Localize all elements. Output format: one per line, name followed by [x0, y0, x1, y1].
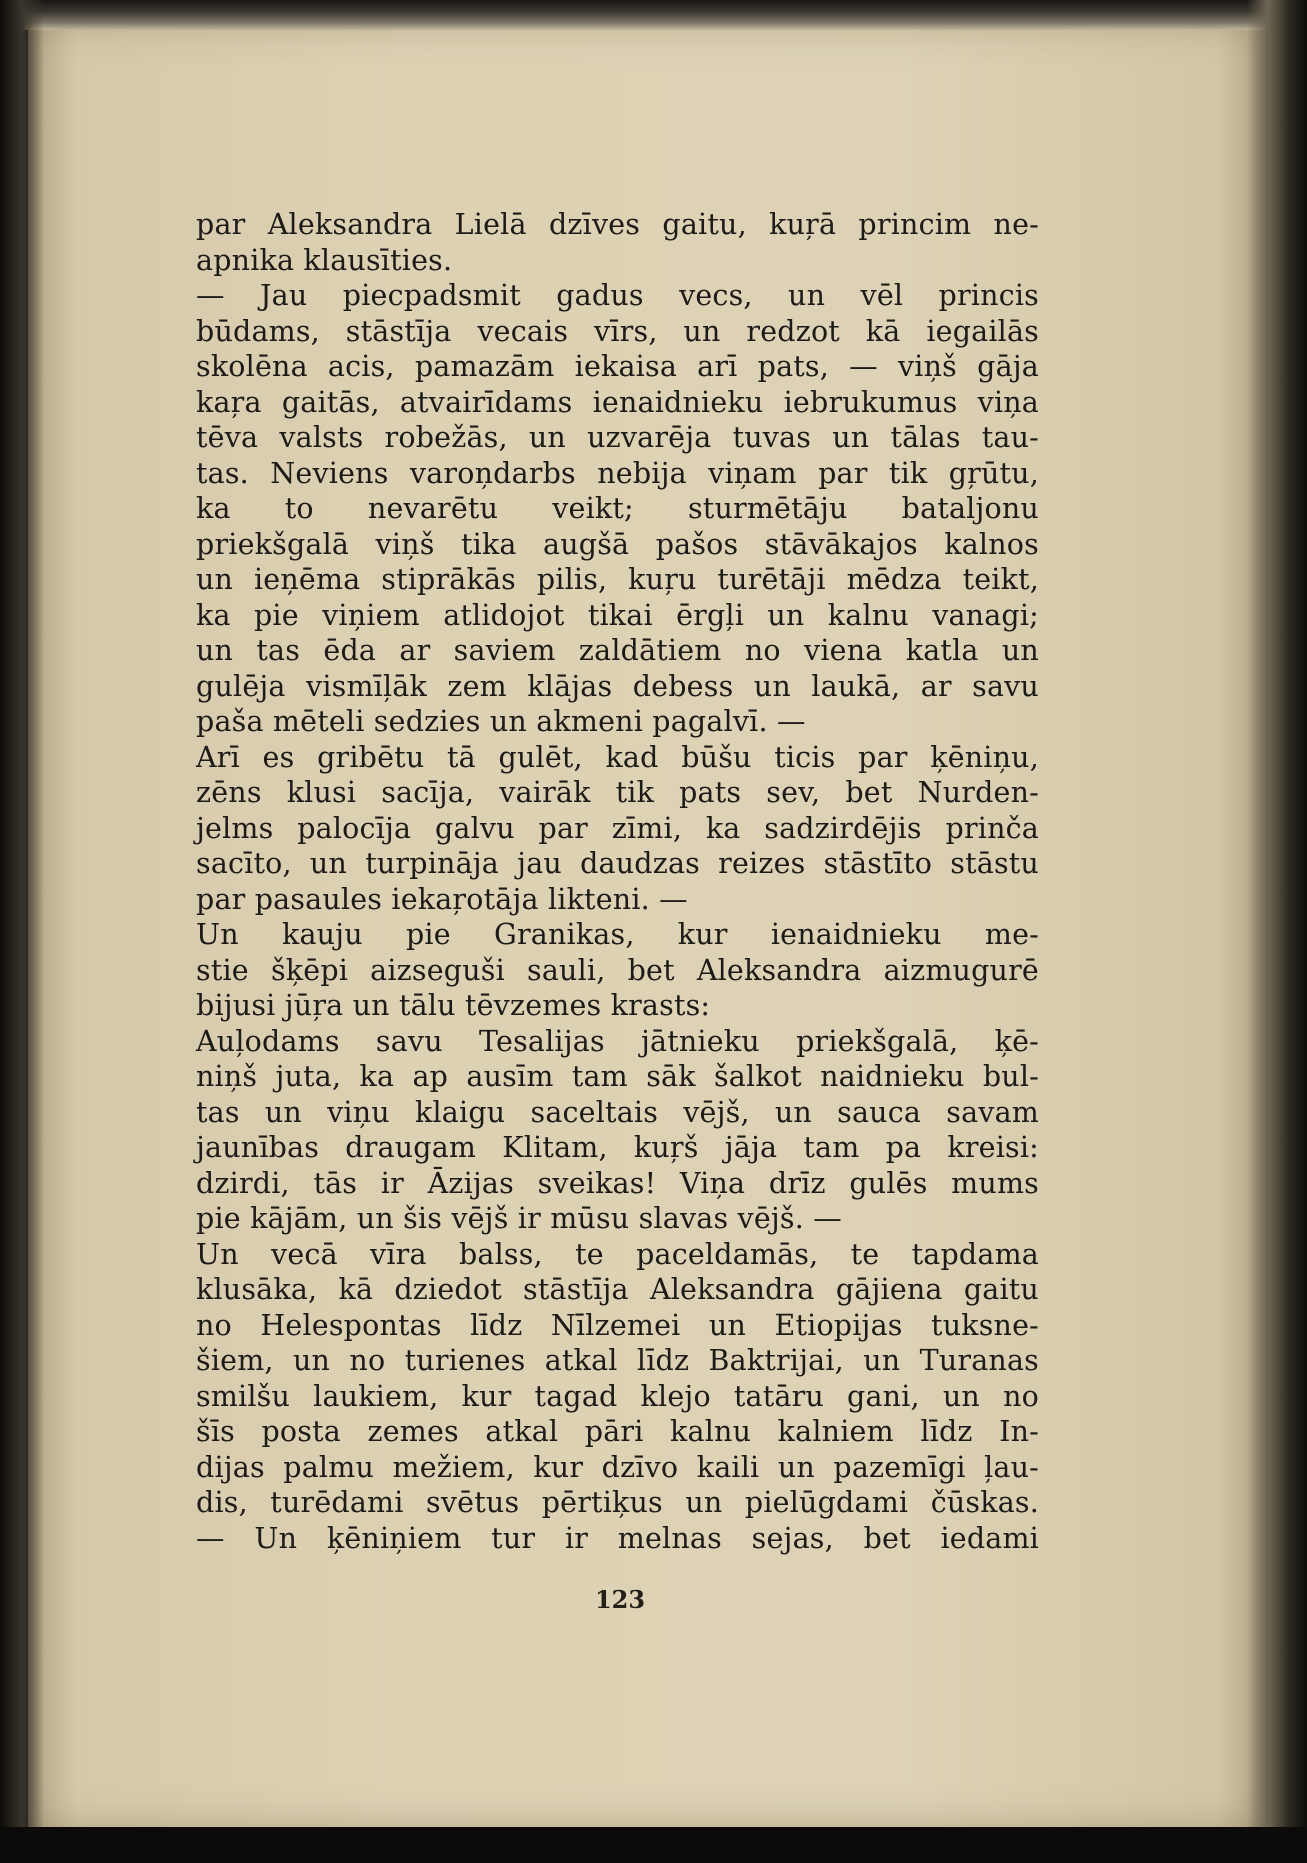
text-line: dis, turēdami svētus pērtiķus un pielūgdami čūskas. — [196, 1486, 1039, 1519]
text-line: dijas palmu mežiem, kur dzīvo kaili un pazemīgi ļau- — [196, 1450, 1039, 1484]
text-line: klusāka, kā dziedot stāstīja Aleksandra gājiena gaitu — [196, 1273, 1039, 1306]
text-line: jaunības draugam Klitam, kuŗš jāja tam pa kreisi: — [196, 1131, 1039, 1164]
text-line: smilšu laukiem, kur tagad klejo tatāru gani, un no — [196, 1379, 1039, 1413]
text-line: zēns klusi sacīja, vairāk tik pats sev, bet Nurden- — [196, 776, 1039, 809]
text-line: tas. Neviens varoņdarbs nebija viņam par tik gŗūtu, — [196, 456, 1039, 490]
text-line: niņš juta, ka ap ausīm tam sāk šalkot naidnieku bul- — [196, 1060, 1039, 1093]
text-line: — Un ķēniņiem tur ir melnas sejas, bet iedami — [196, 1521, 1039, 1555]
text-line: Un kauju pie Granikas, kur ienaidnieku me- — [196, 918, 1039, 951]
text-line: ka to nevarētu veikt; sturmētāju bataljonu — [196, 492, 1039, 525]
page-number: 123 — [594, 1585, 646, 1614]
text-line: šīs posta zemes atkal pāri kalnu kalniem līdz In- — [196, 1415, 1039, 1448]
text-line: sacīto, un turpināja jau daudzas reizes stāstīto stāstu — [196, 847, 1039, 880]
left-gutter-shadow — [0, 0, 44, 1863]
top-binding-edge — [0, 0, 1307, 30]
body-text — [196, 207, 1039, 1556]
text-line: bijusi jūŗa un tālu tēvzemes krasts: — [196, 989, 711, 1022]
text-line: paša mēteli sedzies un akmeni pagalvī. — — [196, 705, 806, 738]
text-line: pie kājām, un šis vējš ir mūsu slavas vējš. — — [196, 1202, 842, 1235]
text-line: tēva valsts robežās, un uzvarēja tuvas un tālas tau- — [196, 421, 1039, 454]
text-line: Arī es gribētu tā gulēt, kad būšu ticis par ķēniņu, — [196, 740, 1039, 774]
text-line: ka pie viņiem atlidojot tikai ērgļi un kalnu vanagi; — [196, 598, 1039, 632]
text-line: Auļodams savu Tesalijas jātnieku priekšgalā, ķē- — [196, 1024, 1039, 1058]
text-line: gulēja vismīļāk zem klājas debess un laukā, ar savu — [196, 669, 1039, 703]
text-line: tas un viņu klaigu saceltais vējš, un sauca savam — [196, 1095, 1039, 1129]
text-line: dzirdi, tās ir Āzijas sveikas! Viņa drīz gulēs mums — [196, 1166, 1039, 1200]
text-line: — Jau piecpadsmit gadus vecs, un vēl princis — [196, 279, 1039, 312]
text-line: kaŗa gaitās, atvairīdams ienaidnieku iebrukumus viņa — [196, 385, 1039, 419]
text-line: par Aleksandra Lielā dzīves gaitu, kuŗā princim ne- — [196, 208, 1039, 241]
text-line: un tas ēda ar saviem zaldātiem no viena katla un — [196, 634, 1039, 667]
text-line: priekšgalā viņš tika augšā pašos stāvākajos kalnos — [196, 527, 1039, 561]
text-line: skolēna acis, pamazām iekaisa arī pats, — viņš gāja — [196, 350, 1039, 383]
text-line: stie šķēpi aizseguši sauli, bet Aleksandra aizmugurē — [196, 953, 1039, 987]
text-line: būdams, stāstīja vecais vīrs, un redzot kā iegailās — [196, 314, 1039, 348]
text-line: par pasaules iekaŗotāja likteni. — — [196, 882, 688, 916]
bottom-edge — [0, 1827, 1307, 1863]
text-line: Un vecā vīra balss, te paceldamās, te tapdama — [196, 1237, 1039, 1271]
text-line: un ieņēma stiprākās pilis, kuŗu turētāji mēdza teikt, — [196, 563, 1039, 596]
text-line: no Helespontas līdz Nīlzemei un Etiopijas tuksne- — [196, 1308, 1039, 1342]
text-line: šiem, un no turienes atkal līdz Baktrijai, un Turanas — [196, 1344, 1039, 1377]
text-line: jelms palocīja galvu par zīmi, ka sadzirdējis prinča — [196, 811, 1039, 845]
right-book-edge — [1247, 0, 1307, 1863]
text-line: apnika klausīties. — [196, 243, 453, 277]
